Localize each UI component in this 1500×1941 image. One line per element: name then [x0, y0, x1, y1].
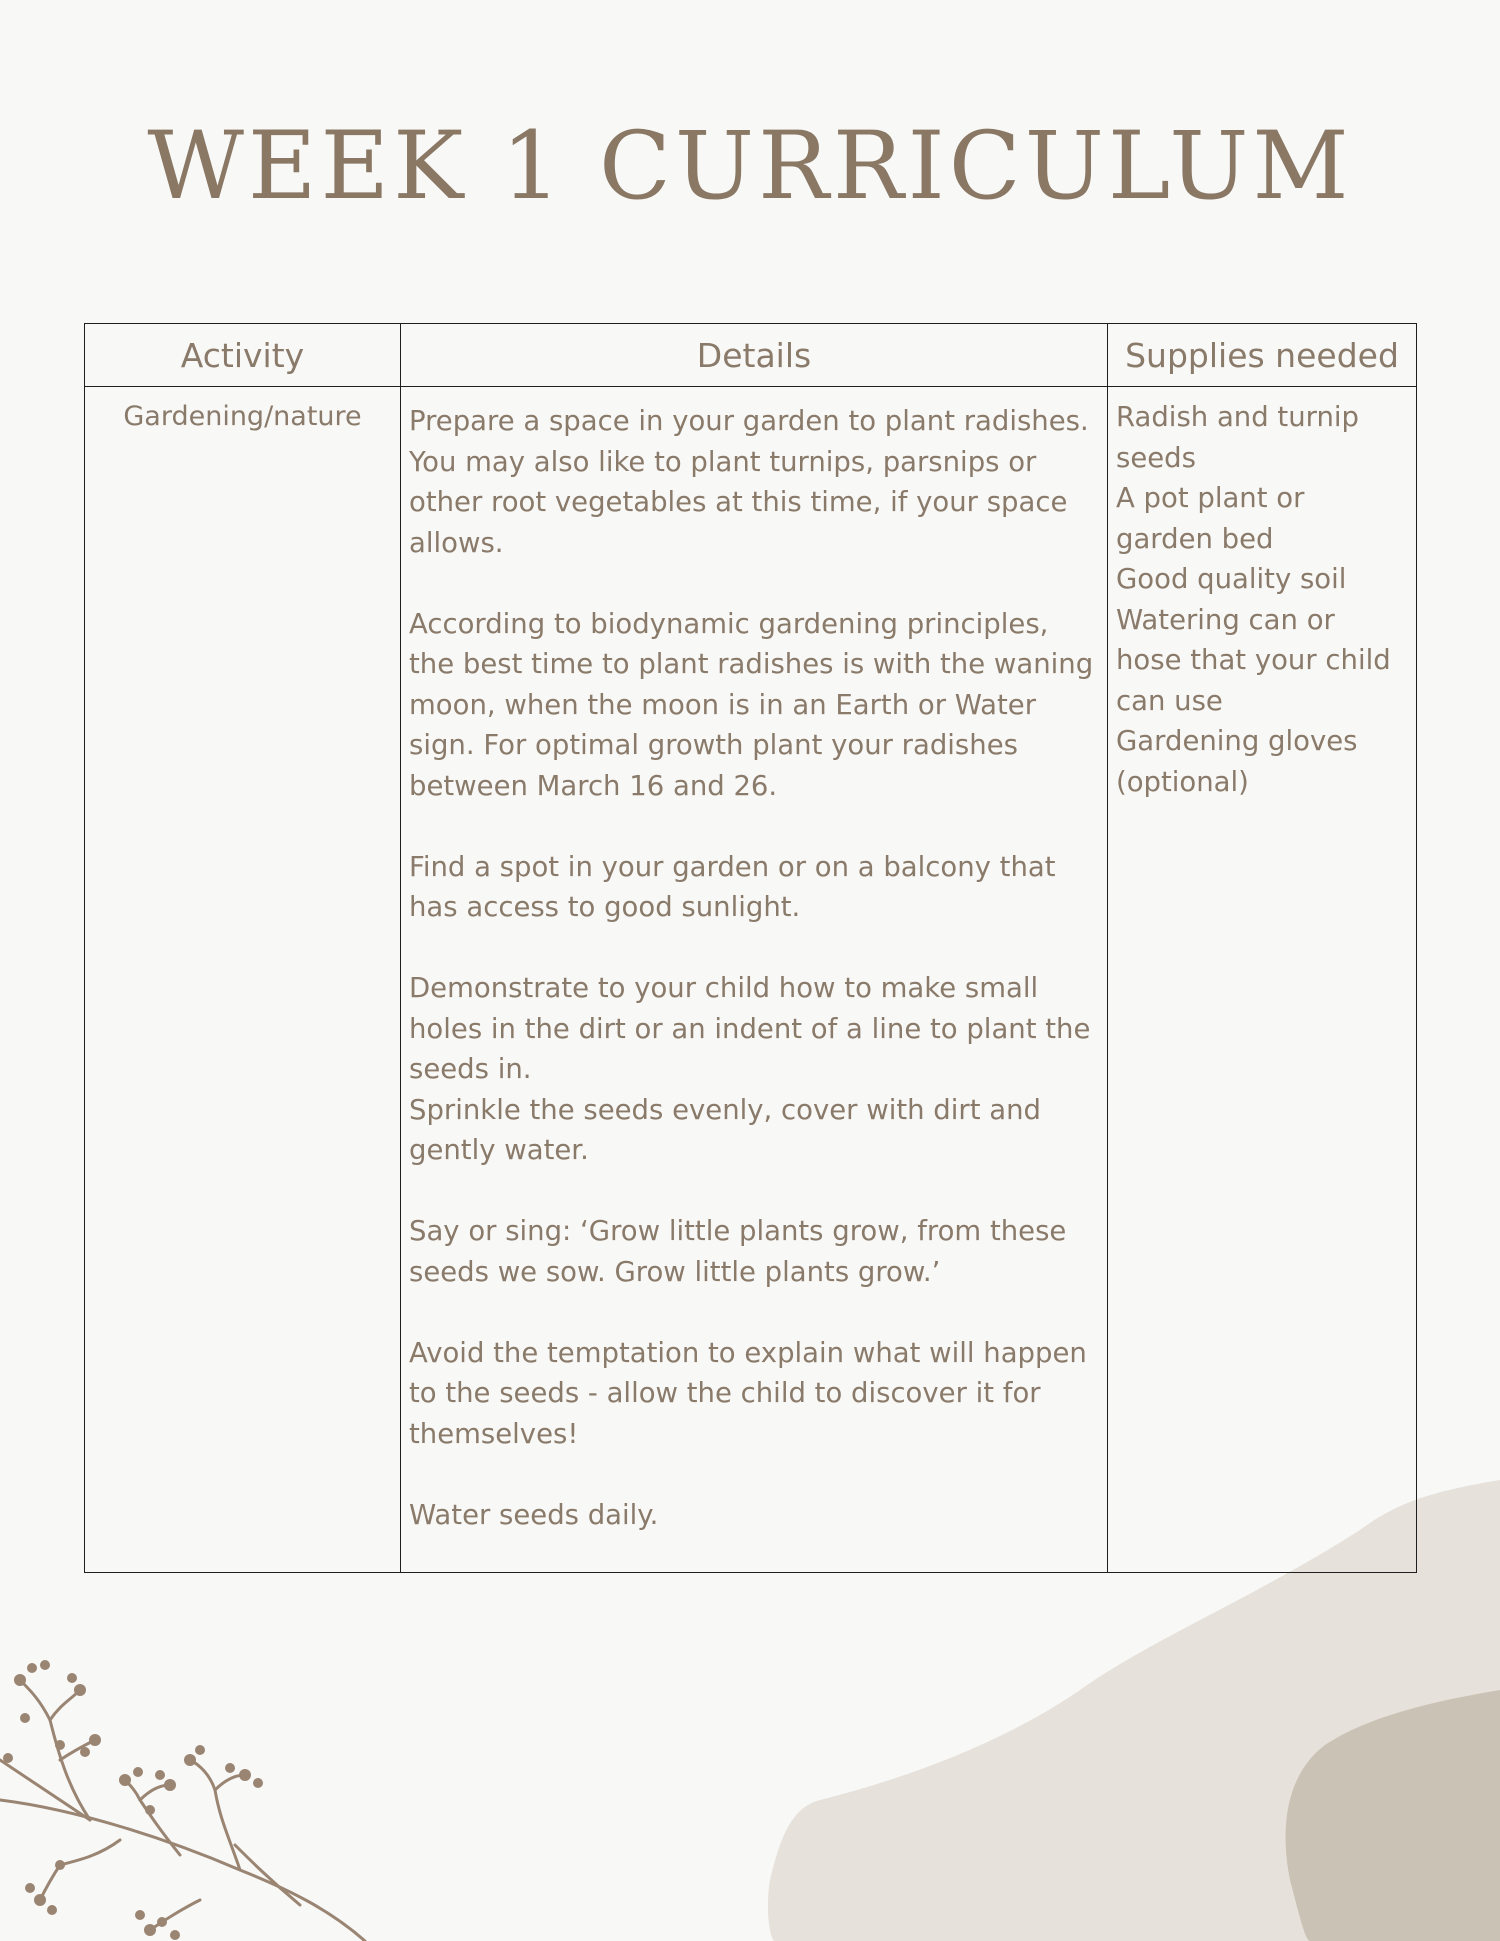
details-paragraph: Say or sing: ‘Grow little plants grow, from these seeds we sow. Grow little plants grow.’ — [409, 1215, 1067, 1288]
details-paragraph: Water seeds daily. — [409, 1498, 659, 1531]
details-paragraph: Prepare a space in your garden to plant radishes. You may also like to plant turnips, parsnips or other root vegetables at this time, if your space allows. — [409, 405, 1089, 559]
table-header-row — [85, 324, 1417, 387]
details-paragraph: Avoid the temptation to explain what will happen to the seeds - allow the child to discover it for themselves! — [409, 1336, 1087, 1450]
table-row — [85, 387, 1417, 1573]
supply-item: Good quality soil — [1116, 563, 1347, 595]
supply-item: Watering can or hose that your child can use — [1116, 603, 1391, 717]
details-paragraph: Sprinkle the seeds evenly, cover with dirt and gently water. — [409, 1093, 1041, 1166]
dark-blob-shape — [1286, 1690, 1500, 1941]
page-title: WEEK 1 CURRICULUM — [147, 112, 1353, 221]
header-activity: Activity — [85, 324, 401, 387]
details-paragraph: Find a spot in your garden or on a balcony that has access to good sunlight. — [409, 850, 1056, 923]
supply-item: A pot plant or garden bed — [1116, 482, 1305, 555]
header-supplies: Supplies needed — [1108, 324, 1417, 387]
header-details: Details — [401, 324, 1108, 387]
supplies-cell — [1108, 387, 1417, 1573]
details-line: Demonstrate to your child how to make small holes in the dirt or an indent of a line to plant the seeds in. — [409, 972, 1091, 1085]
supply-item: Radish and turnip seeds — [1116, 401, 1359, 474]
curriculum-table — [84, 323, 1417, 1573]
activity-cell: Gardening/nature — [85, 387, 401, 1573]
supply-item: Gardening gloves (optional) — [1116, 725, 1358, 798]
details-cell — [401, 387, 1108, 1573]
details-paragraph: According to biodynamic gardening principles, the best time to plant radishes is with the waning moon, when the moon is in an Earth or Water sign. For optimal growth plant your radishes between March 16 and 26. — [409, 607, 1094, 802]
